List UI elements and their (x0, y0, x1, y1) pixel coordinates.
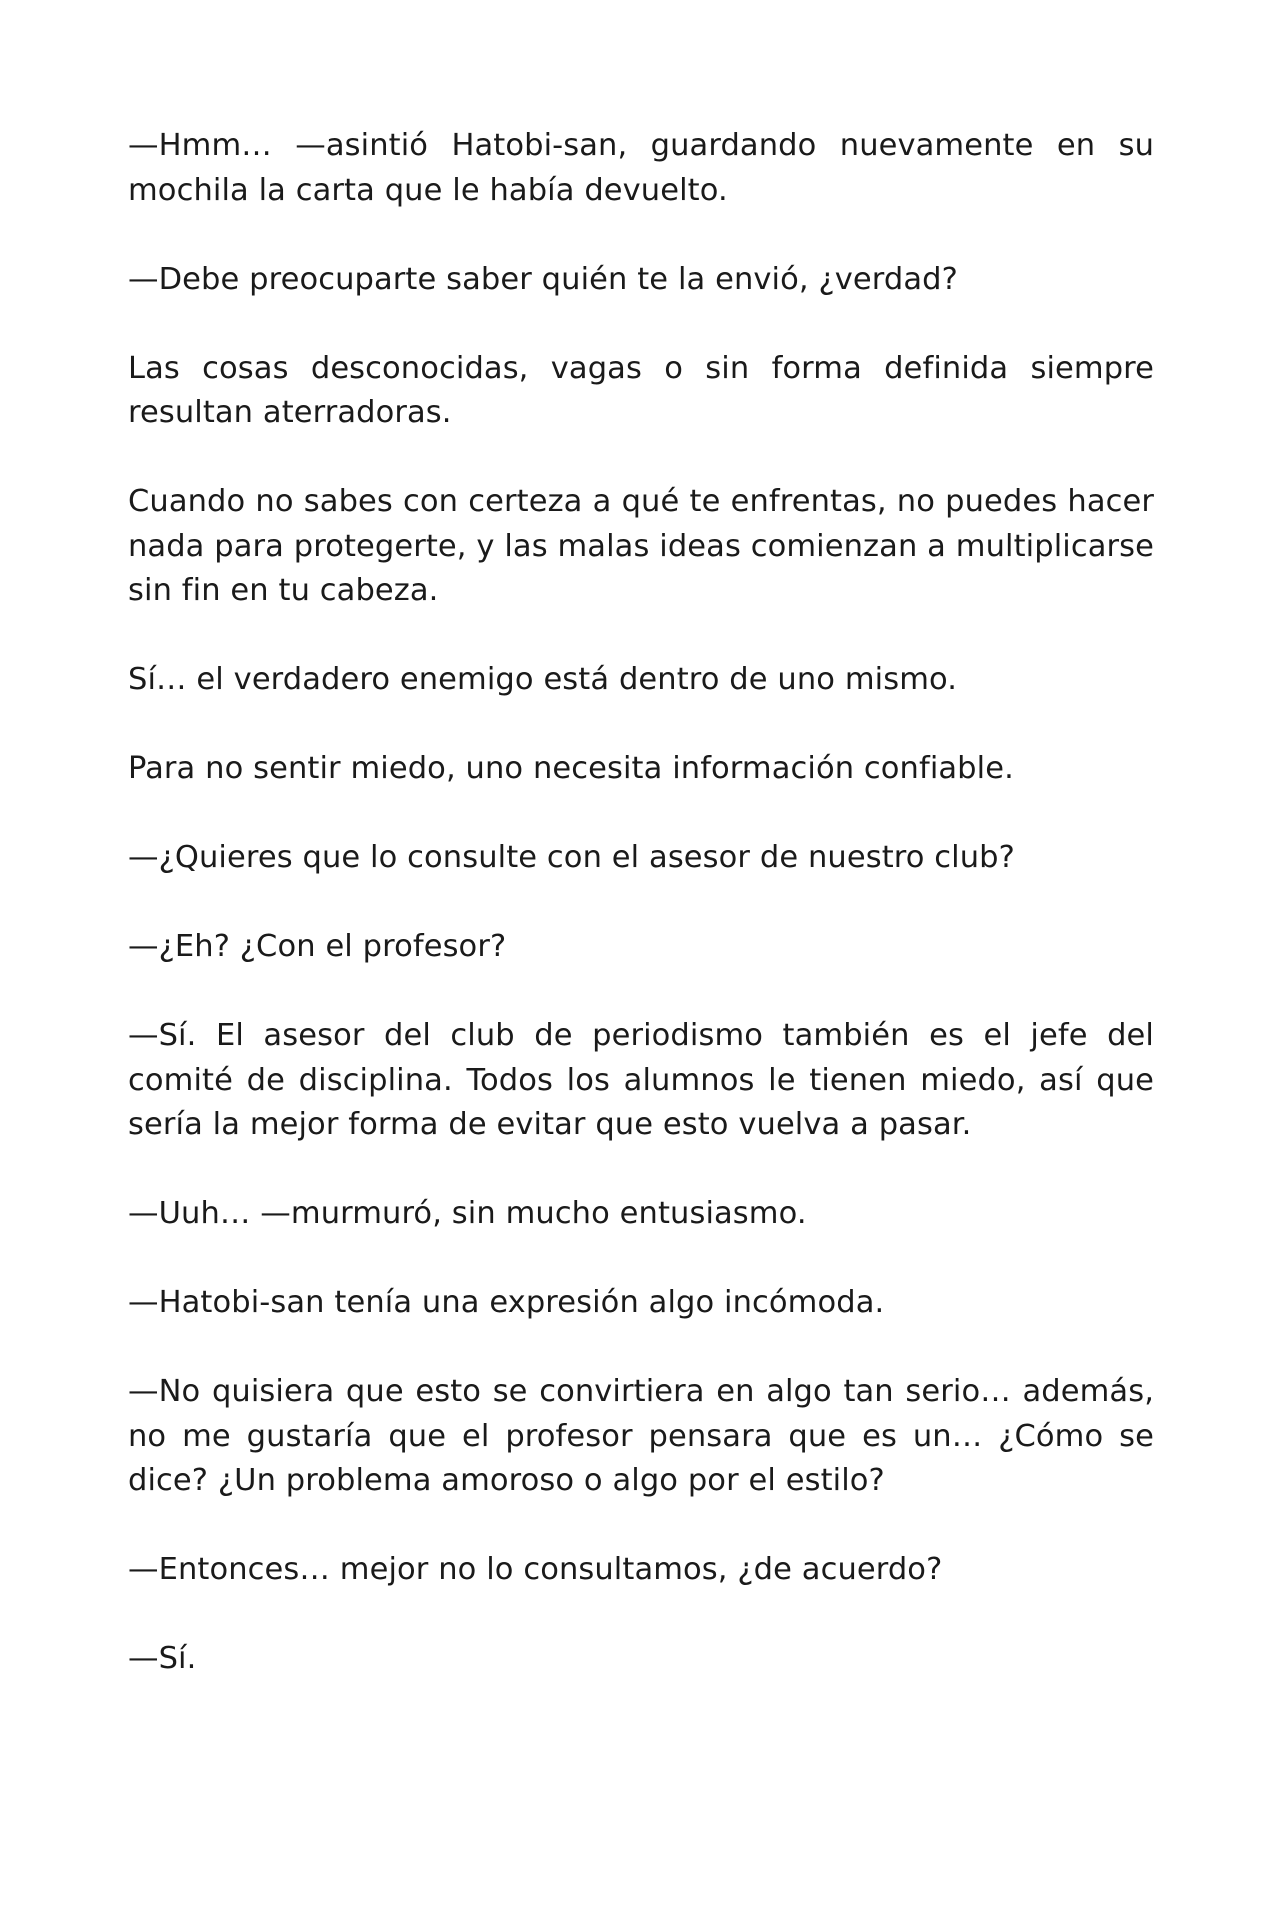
paragraph: Para no sentir miedo, uno necesita información confiable. (128, 751, 1014, 786)
paragraph: —Sí. (128, 1641, 197, 1676)
paragraph: Las cosas desconocidas, vagas o sin forma definida siempre resultan aterradoras. (128, 350, 1154, 430)
paragraph: —Hatobi-san tenía una expresión algo incómoda. (128, 1285, 885, 1320)
paragraph: —Debe preocuparte saber quién te la envió, ¿verdad? (128, 261, 958, 297)
paragraph: Cuando no sabes con certeza a qué te enfrentas, no puedes hacer nada para protegerte, y las malas ideas comienzan a multiplicarse sin fin en tu cabeza. (128, 484, 1154, 608)
paragraph: —¿Quieres que lo consulte con el asesor de nuestro club? (128, 840, 1015, 875)
paragraph: —Uuh… —murmuró, sin mucho entusiasmo. (128, 1196, 807, 1231)
paragraph: Sí… el verdadero enemigo está dentro de uno mismo. (128, 662, 958, 697)
paragraph: —Sí. El asesor del club de periodismo también es el jefe del comité de disciplina. Todos los alumnos le tienen miedo, así que sería la mejor forma de evitar que esto vuelva a pasar. (128, 1018, 1154, 1142)
paragraph: —No quisiera que esto se convirtiera en algo tan serio… además, no me gustaría que el profesor pensara que es un… ¿Cómo se dice? ¿Un problema amoroso o algo por el estilo? (128, 1374, 1154, 1498)
paragraph: —Hmm… —asintió Hatobi-san, guardando nuevamente en su mochila la carta que le había devuelto. (128, 128, 1154, 208)
paragraph: —¿Eh? ¿Con el profesor? (128, 929, 507, 964)
document-body (128, 124, 1154, 1682)
paragraph: —Entonces… mejor no lo consultamos, ¿de acuerdo? (128, 1552, 943, 1587)
